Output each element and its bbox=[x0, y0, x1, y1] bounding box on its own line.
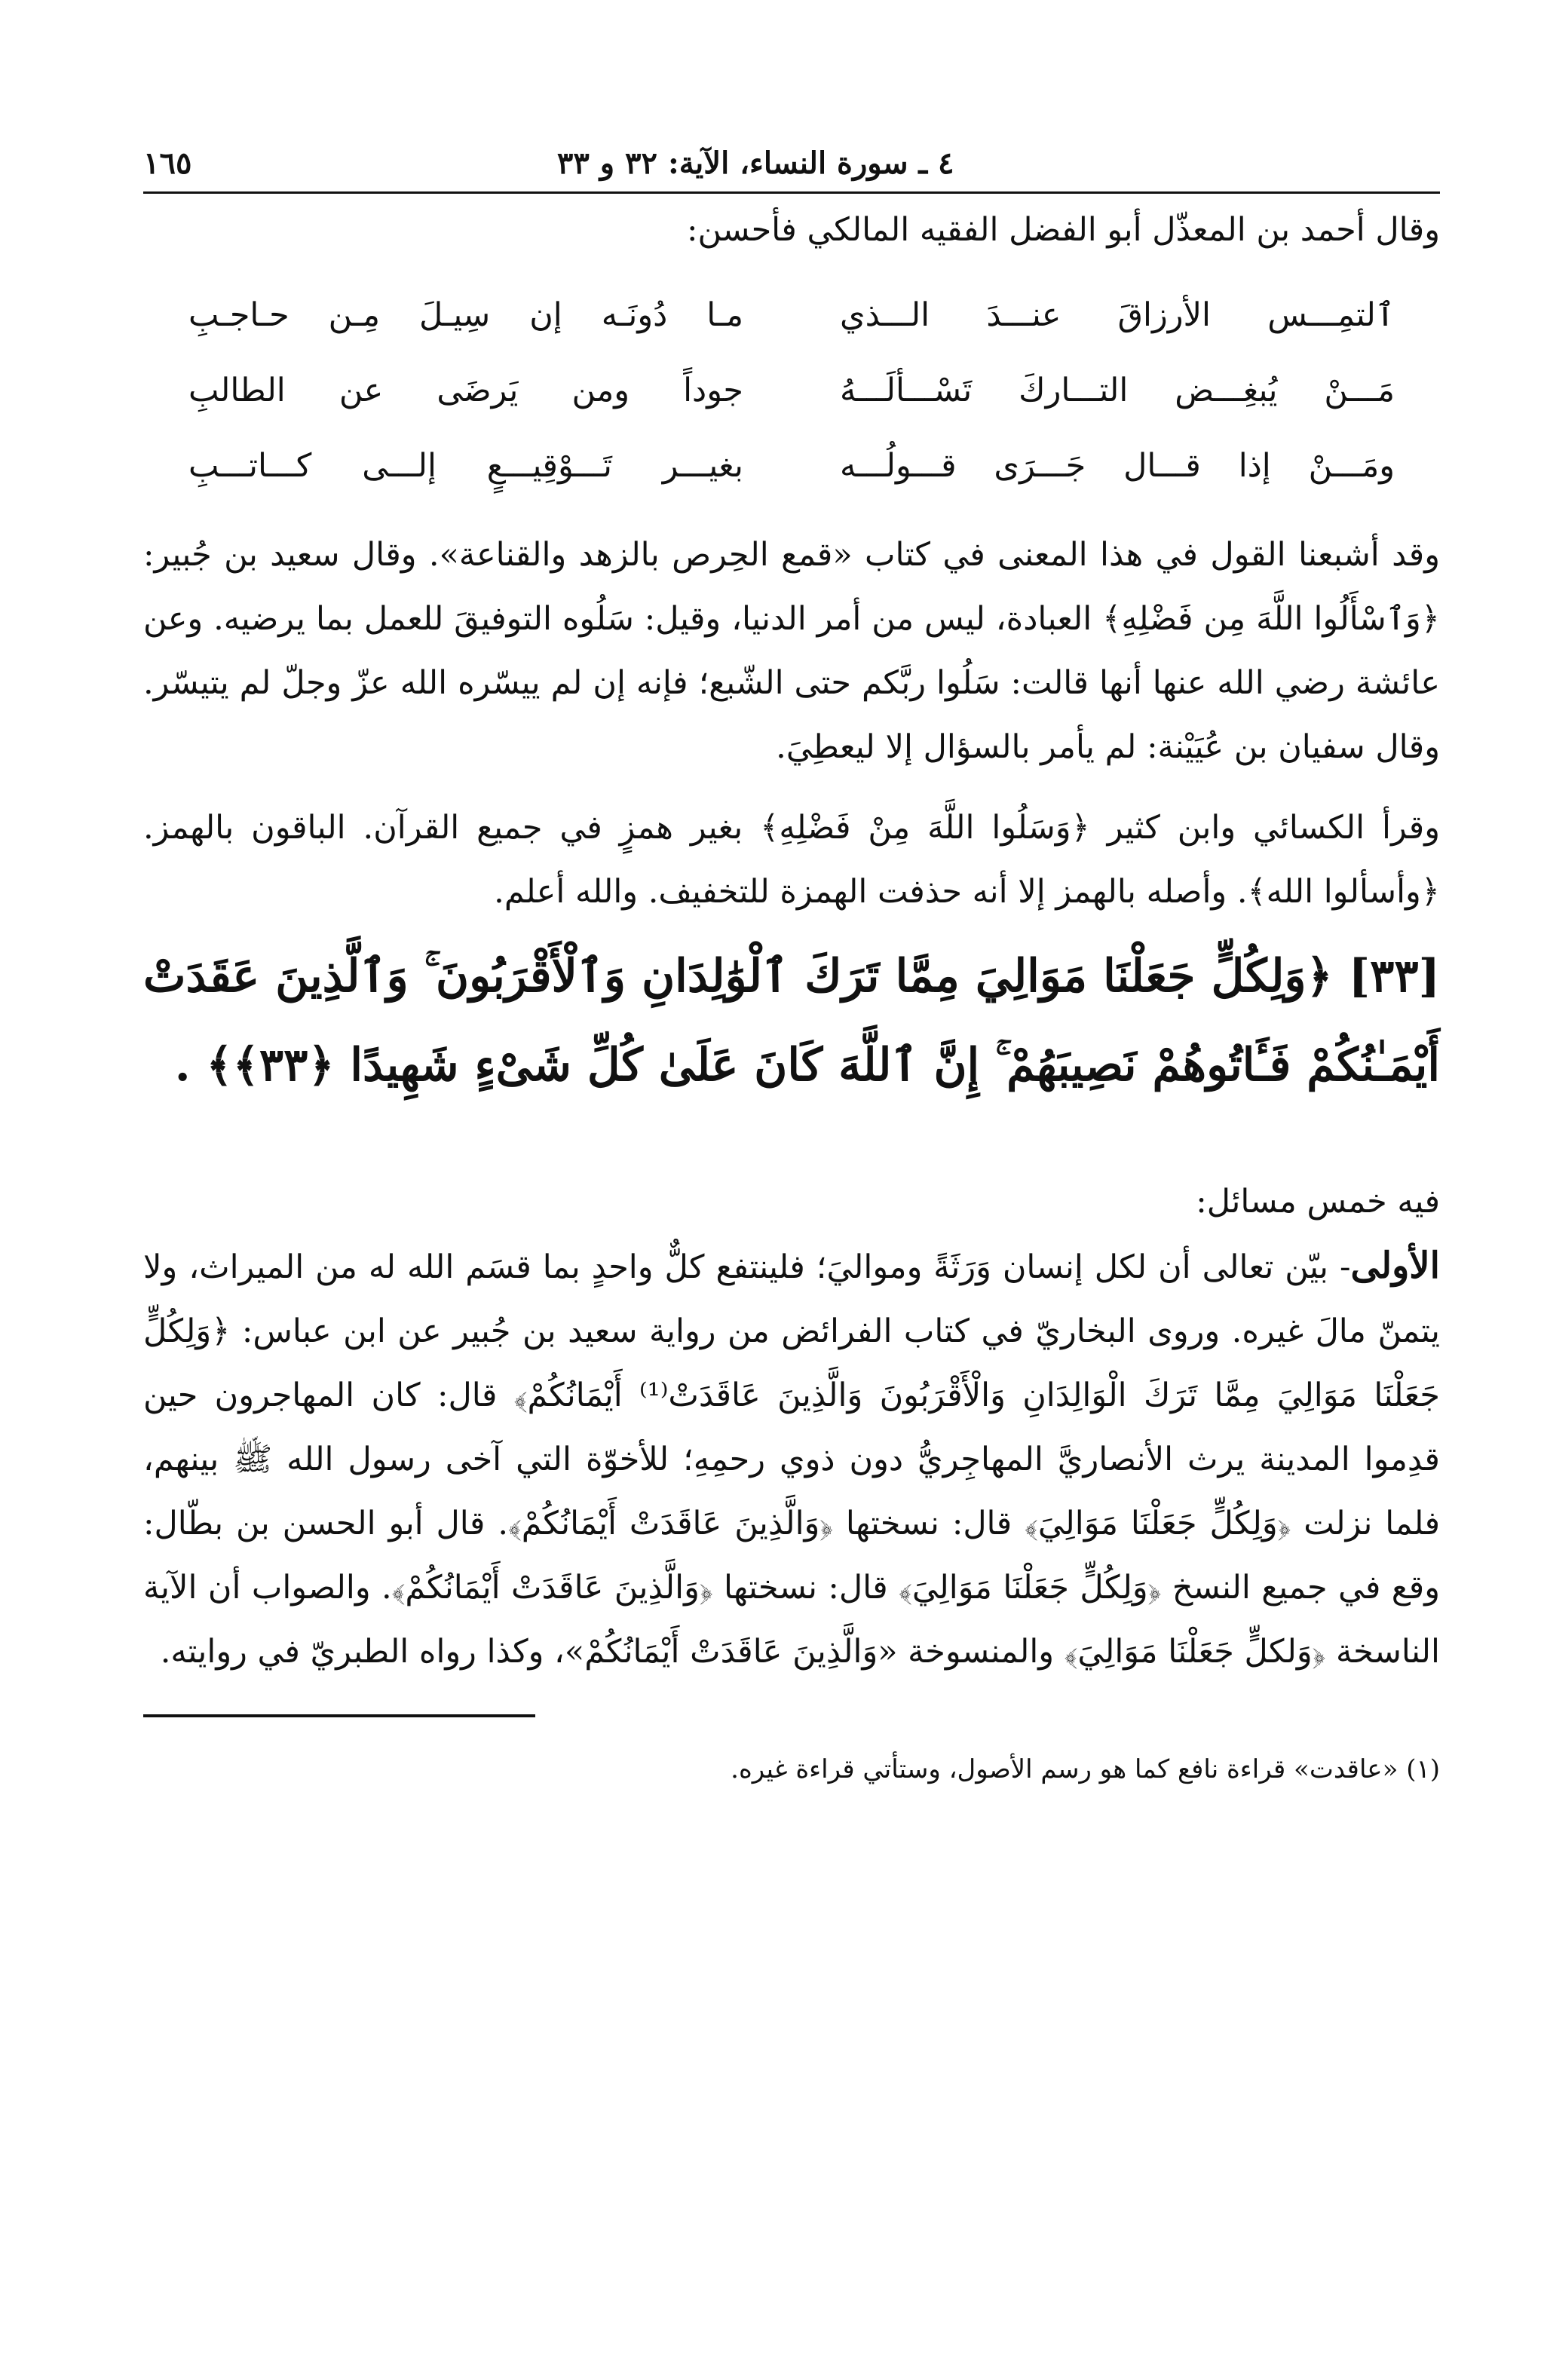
verse-text: ﴿وَلِكُلٍّ جَعَلْنَا مَوَالِيَ مِمَّا تَرَكَ ٱلْوَٰلِدَانِ وَٱلْأَقْرَبُونَ ۚ وَٱلَّذِينَ عَقَدَتْ أَيْمَـٰنُكُمْ فَـَٔاتُوهُمْ نَصِيبَهُمْ ۚ إِنَّ ٱللَّهَ كَانَ عَلَىٰ كُلِّ شَىْءٍ شَهِيدًا ﴿٣٣﴾﴾ . bbox=[143, 950, 1440, 1092]
first-issue-text: - بيّن تعالى أن لكل إنسان وَرَثَةً ومواليَ؛ فلينتفع كلٌّ واحدٍ بما قسَم الله له من الميراث، ولا يتمنّ مالَ غيره. وروى البخاريّ في كتاب الفرائض من رواية سعيد بن جُبير عن ابن عباس: ﴿وَلِكُلٍّ جَعَلْنَا مَوَالِيَ مِمَّا تَرَكَ الْوَالِدَانِ وَالْأَقْرَبُونَ وَالَّذِينَ عَاقَدَتْ⁽¹⁾ أَيْمَانُكُمْ﴾ قال: كان المهاجرون حين قدِموا المدينة يرث الأنصاريَّ المهاجِريُّ دون ذوي رحمِهِ؛ للأخوّة التي آخى رسول الله ﷺ بينهم، فلما نزلت ﴿وَلِكُلٍّ جَعَلْنَا مَوَالِيَ﴾ قال: نسختها ﴿وَالَّذِينَ عَاقَدَتْ أَيْمَانُكُمْ﴾. قال أبو الحسن بن بطّال: وقع في جميع النسخ ﴿وَلِكُلٍّ جَعَلْنَا مَوَالِيَ﴾ قال: نسختها ﴿وَالَّذِينَ عَاقَدَتْ أَيْمَانُكُمْ﴾. والصواب أن الآية الناسخة ﴿وَلكلٍّ جَعَلْنَا مَوَالِيَ﴾ والمنسوخة «وَالَّذِينَ عَاقَدَتْ أَيْمَانُكُمْ»، وكذا رواه الطبريّ في روايته. bbox=[143, 1248, 1440, 1671]
poem-hemistich-second: بغيـــر تَـــوْقِيـــعٍ إلـــى كـــاتـــبِ bbox=[188, 447, 743, 485]
poem-intro: وقال أحمد بن المعذّل أبو الفضل الفقيه المالكي فأحسن: bbox=[686, 211, 1440, 249]
running-title: ٤ ـ سورة النساء، الآية: ٣٢ و ٣٣ bbox=[556, 145, 954, 181]
paragraph-readings: وقرأ الكسائي وابن كثير ﴿وَسَلُوا اللَّهَ مِنْ فَضْلِهِ﴾ بغير همزٍ في جميع القرآن. الباقون بالهمز. ﴿وأسألوا الله﴾. وأصله بالهمز إلا أنه حذفت الهمزة للتخفيف. والله أعلم. bbox=[143, 809, 1440, 911]
poem-hemistich-first: مَـــنْ يُبغِـــض التـــاركَ تَسْـــألَـــهُ bbox=[840, 372, 1395, 409]
first-issue bbox=[143, 1234, 1440, 1684]
footnote: (١) «عاقدت» قراءة نافع كما هو رسم الأصول، وستأتي قراءة غيره. bbox=[731, 1754, 1440, 1784]
page-header bbox=[143, 121, 1440, 181]
poem-verse bbox=[188, 428, 1395, 504]
poem-verse bbox=[188, 277, 1395, 353]
poem-verse bbox=[188, 353, 1395, 428]
header-rule bbox=[143, 191, 1440, 194]
verse-number: [٣٣] bbox=[1348, 950, 1440, 1003]
first-issue-heading: الأولى bbox=[1350, 1245, 1440, 1287]
paragraph-commentary: وقد أشبعنا القول في هذا المعنى في كتاب «قمع الحِرص بالزهد والقناعة». وقال سعيد بن جُبير: ﴿وَٱسْأَلُوا اللَّهَ مِن فَضْلِهِ﴾ العبادة، ليس من أمر الدنيا، وقيل: سَلُوه التوفيقَ للعمل بما يرضيه. وعن عائشة رضي الله عنها أنها قالت: سَلُوا ربَّكم حتى الشّبع؛ فإنه إن لم ييسّره الله عزّ وجلّ لم يتيسّر. وقال سفيان بن عُيَيْنة: لم يأمر بالسؤال إلا ليعطِيَ. bbox=[143, 536, 1440, 766]
poem-hemistich-first: ومَـــنْ إذا قـــال جَـــرَى قـــولُـــه bbox=[840, 447, 1395, 485]
poem-hemistich-first: ٱلتمِـــس الأرزاقَ عنـــدَ الـــذي bbox=[840, 296, 1395, 334]
quran-verse bbox=[143, 932, 1440, 1110]
poem-hemistich-second: جوداً ومن يَرضَى عن الطالبِ bbox=[188, 372, 743, 409]
footnote-divider bbox=[143, 1714, 535, 1717]
masail-intro: فيه خمس مسائل: bbox=[1196, 1183, 1440, 1221]
poem-hemistich-second: مـا دُونَـه إن سِيـلَ مِـن حـاجـبِ bbox=[188, 296, 743, 334]
page bbox=[143, 121, 1440, 1821]
poem bbox=[188, 277, 1395, 504]
page-number: ١٦٥ bbox=[143, 145, 192, 181]
